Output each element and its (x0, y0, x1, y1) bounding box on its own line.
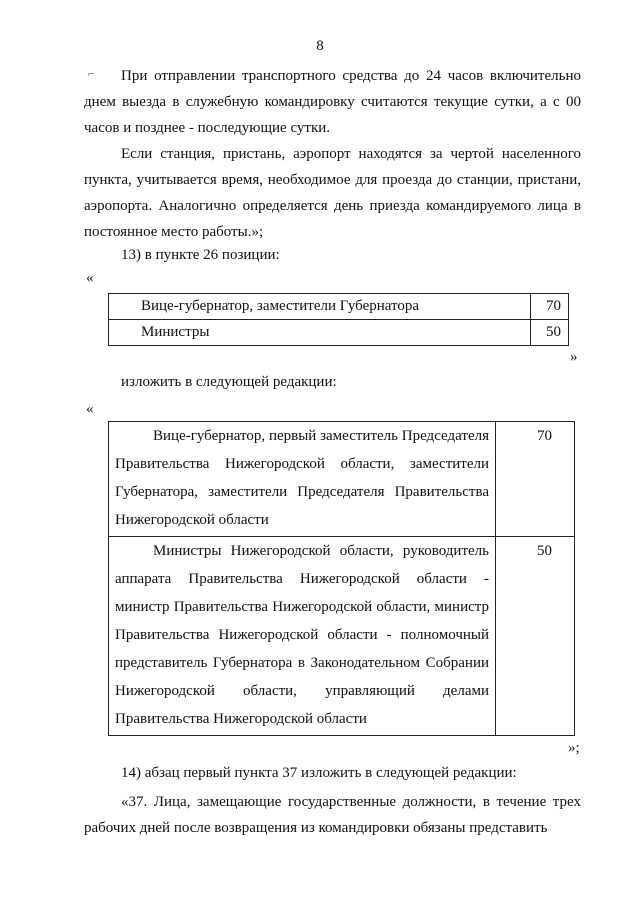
old-positions-table (108, 293, 569, 346)
table-cell-value: 50 (496, 537, 575, 736)
table-cell-value: 50 (531, 320, 569, 346)
quote-open-2: « (86, 401, 94, 417)
paragraph-item-13: 13) в пункте 26 позиции: (121, 247, 280, 263)
scan-mark: ⌐ (88, 68, 95, 80)
table-row (109, 537, 575, 736)
new-positions-table (108, 421, 575, 736)
quote-close-2: »; (568, 740, 580, 756)
paragraph-departure-rule: При отправлении транспортного средства до 24 часов включительно днем выезда в служебную командировку считаются текущие сутки, а с 00 часов и позднее - последующие сутки. (84, 68, 581, 136)
table-cell-name: Министры Нижегородской области, руководитель аппарата Правительства Нижегородской области - министр Правительства Нижегородской области, министр Правительства Нижегородской области - полномочный представитель Губернатора в Законодательном Собрании Нижегородской области, управляющий делами Правительства Нижегородской области (109, 537, 496, 736)
paragraph-item-37: «37. Лица, замещающие государственные должности, в течение трех рабочих дней после возвращения из командировки обязаны представить (84, 794, 581, 836)
table-row (109, 294, 569, 320)
page-number: 8 (316, 38, 324, 54)
table-cell-name: Вице-губернатор, первый заместитель Председателя Правительства Нижегородской области, заместители Губернатора, заместители Председателя Правительства Нижегородской области (109, 422, 496, 537)
table-row (109, 320, 569, 346)
quote-open-1: « (86, 270, 94, 286)
table-cell-name: Вице-губернатор, заместители Губернатора (109, 294, 531, 320)
table-cell-value: 70 (496, 422, 575, 537)
paragraph-station-rule: Если станция, пристань, аэропорт находятся за чертой населенного пункта, учитывается время, необходимое для проезда до станции, пристани, аэропорта. Аналогично определяется день приезда командируемого лица в постоянное место работы.»; (84, 146, 581, 240)
table-cell-value: 70 (531, 294, 569, 320)
quote-close-1: » (570, 349, 578, 365)
table-cell-name: Министры (109, 320, 531, 346)
paragraph-item-14: 14) абзац первый пункта 37 изложить в следующей редакции: (121, 765, 517, 781)
paragraph-new-wording: изложить в следующей редакции: (121, 374, 337, 390)
table-row (109, 422, 575, 537)
